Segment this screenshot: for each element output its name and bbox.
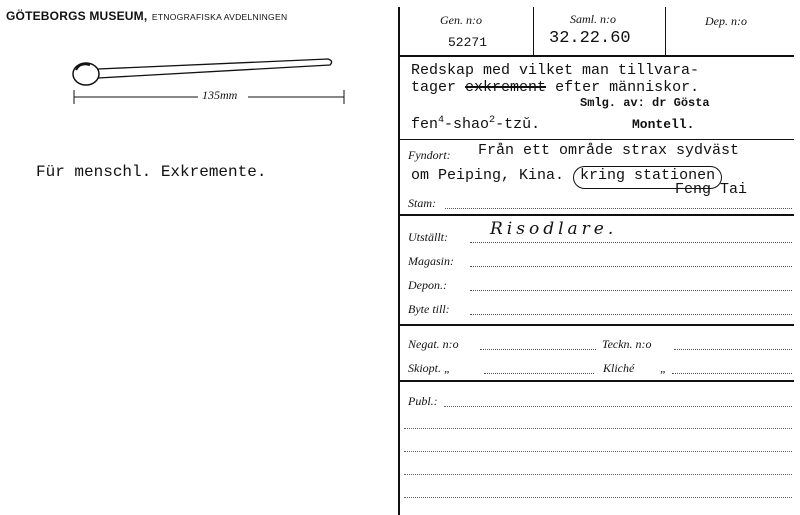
desc-collector: Smlg. av: dr Gösta xyxy=(580,96,710,110)
publ-label: Publ.: xyxy=(408,394,438,408)
negat-label: Negat. n:o xyxy=(408,337,459,351)
depon-label: Depon.: xyxy=(408,278,447,292)
stam-rule xyxy=(398,214,794,216)
fyndort-label: Fyndort: xyxy=(408,148,451,162)
fyndort-line-2-prefix: om Peiping, Kina. xyxy=(411,167,565,184)
desc-chinese-name: fen$^4$-shao$^2$-tzŭ. xyxy=(411,115,541,133)
saml-value: 32.22.60 xyxy=(549,29,631,48)
fyndort-circled-text: kring stationen xyxy=(573,166,722,189)
fyndort-line-3: Feng Tai xyxy=(675,181,748,198)
desc-struck-word: exkrement xyxy=(465,79,547,96)
measure-label: 135mm xyxy=(202,88,238,102)
desc-line-2-suffix: efter människor. xyxy=(555,79,700,96)
desc-collector-surname: Montell. xyxy=(632,117,695,132)
spoon-handle xyxy=(98,59,332,78)
teckn-label: Teckn. n:o xyxy=(602,337,652,351)
gen-saml-divider xyxy=(533,7,534,55)
dep-label: Dep. n:o xyxy=(705,14,747,28)
spoon-sketch xyxy=(60,50,360,120)
byte-rule xyxy=(398,324,794,326)
negat-field-line xyxy=(480,349,596,350)
card-left-border xyxy=(398,7,400,515)
kliche-field-line xyxy=(672,373,792,374)
museum-header xyxy=(6,7,287,25)
skiopt-field-line xyxy=(484,373,594,374)
magasin-label: Magasin: xyxy=(408,254,454,268)
kliche-label: Kliché xyxy=(603,361,635,375)
publ-line-5 xyxy=(404,497,792,498)
publ-line-2 xyxy=(404,428,792,429)
gen-value: 52271 xyxy=(448,35,488,50)
utstallt-value: Risodlare. xyxy=(490,219,618,239)
utstallt-field-line xyxy=(470,242,792,243)
desc-line-2-prefix: tager xyxy=(411,79,457,96)
skiopt-label: Skiopt. „ xyxy=(408,361,451,375)
depon-field-line xyxy=(470,290,792,291)
byte-label: Byte till: xyxy=(408,302,450,316)
desc-rule xyxy=(398,139,794,140)
desc-line-2 xyxy=(411,79,699,96)
saml-dep-divider xyxy=(665,7,666,55)
publ-field-line xyxy=(444,406,792,407)
stam-field-line xyxy=(445,208,792,209)
saml-label: Saml. n:o xyxy=(570,12,616,26)
publ-line-4 xyxy=(404,474,792,475)
magasin-field-line xyxy=(470,266,792,267)
note-text: Für menschl. Exkremente. xyxy=(36,163,267,181)
header-rule xyxy=(398,55,794,57)
department-name: ETNOGRAFISKA AVDELNINGEN xyxy=(151,12,288,22)
byte-field-line xyxy=(470,314,792,315)
kliche-mark: „ xyxy=(660,361,667,375)
utstallt-label: Utställt: xyxy=(408,230,449,244)
museum-name: GÖTEBORGS MUSEUM, xyxy=(6,9,148,23)
desc-line-1: Redskap med vilket man tillvara- xyxy=(411,62,700,79)
kliche-rule xyxy=(398,380,794,382)
teckn-field-line xyxy=(674,349,792,350)
gen-label: Gen. n:o xyxy=(440,13,482,27)
publ-line-3 xyxy=(404,451,792,452)
stam-label: Stam: xyxy=(408,196,436,210)
spoon-bowl xyxy=(73,63,99,85)
fyndort-line-1: Från ett område strax sydväst xyxy=(478,142,740,159)
